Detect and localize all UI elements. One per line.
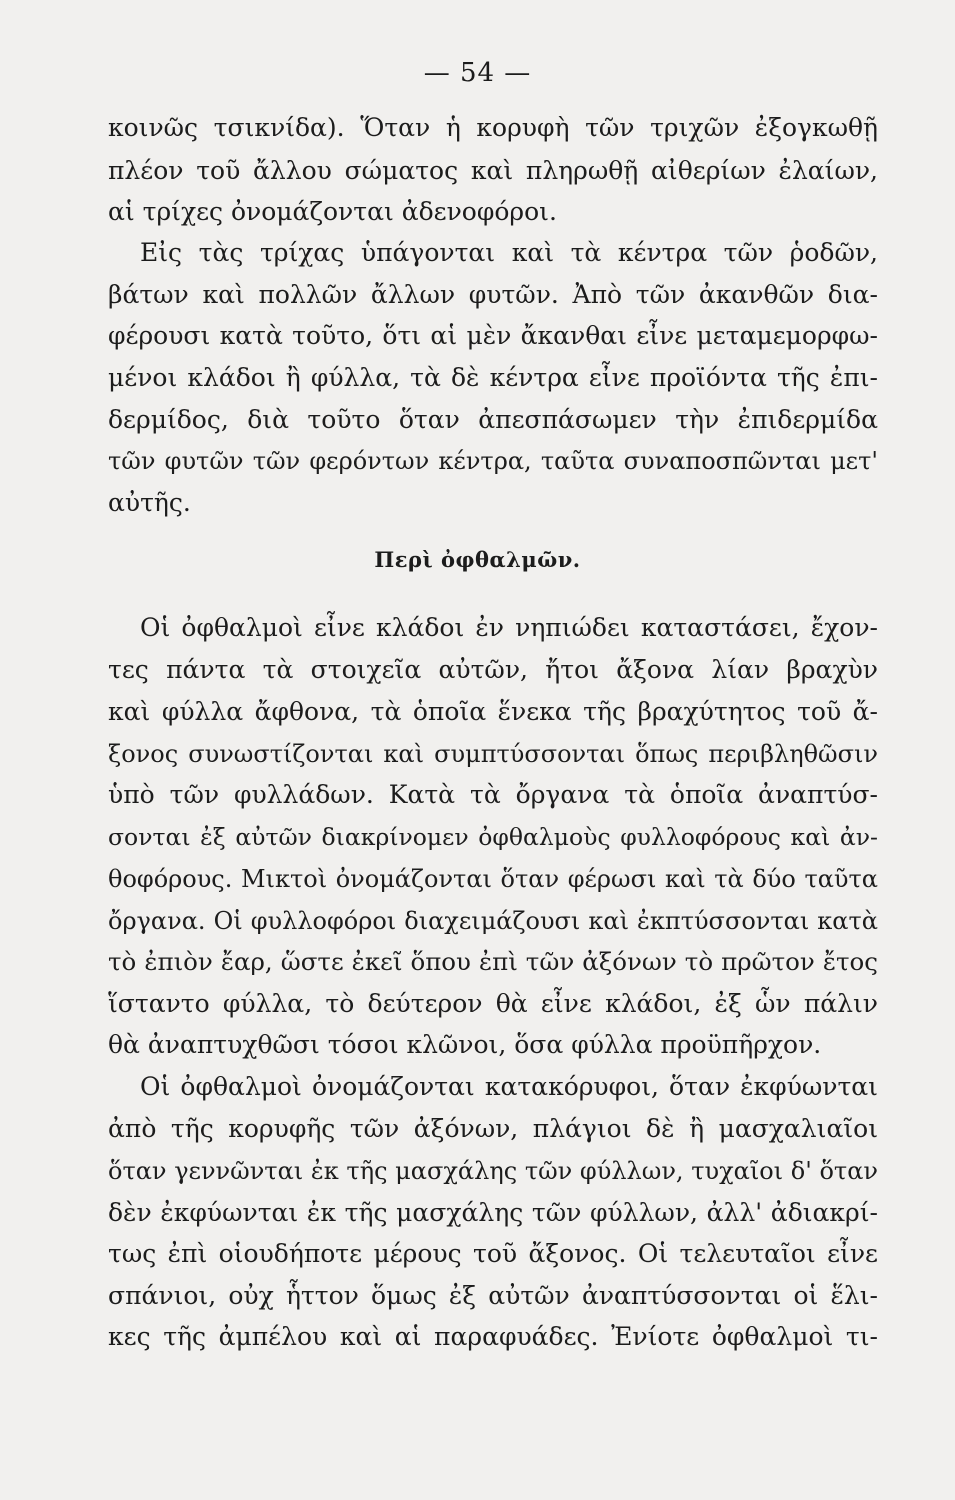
- text-line-28: κες τῆς ἀμπέλου καὶ αἱ παραφυάδες. Ἐνίοτε ὀφθαλμοὶ τι-: [108, 1322, 878, 1351]
- text-line-12: τες πάντα τὰ στοιχεῖα αὐτῶν, ἤτοι ἄξονα λίαν βραχὺν: [108, 655, 878, 684]
- text-line-19: τὸ ἐπιὸν ἔαρ, ὥστε ἐκεῖ ὅπου ἐπὶ τῶν ἀξόνων τὸ πρῶτον ἔτος: [108, 947, 878, 976]
- text-line-10: αὐτῆς.: [108, 488, 191, 517]
- text-line-6: φέρουσι κατὰ τοῦτο, ὅτι αἱ μὲν ἄκανθαι εἶνε μεταμεμορφω-: [108, 321, 878, 350]
- text-line-13: καὶ φύλλα ἄφθονα, τὰ ὁποῖα ἕνεκα τῆς βραχύτητος τοῦ ἄ-: [108, 697, 878, 726]
- text-line-1: κοινῶς τσικνίδα). Ὅταν ἡ κορυφὴ τῶν τριχῶν ἐξογκωθῇ: [108, 113, 878, 142]
- text-line-8: δερμίδος, διὰ τοῦτο ὅταν ἀπεσπάσωμεν τὴν ἐπιδερμίδα: [108, 405, 878, 434]
- text-line-14: ξονος συνωστίζονται καὶ συμπτύσσονται ὅπως περιβληθῶσιν: [108, 740, 878, 768]
- text-line-18: ὄργανα. Οἱ φυλλοφόροι διαχειμάζουσι καὶ ἐκπτύσσονται κατὰ: [108, 907, 878, 935]
- text-line-9: τῶν φυτῶν τῶν φερόντων κέντρα, ταῦτα συναποσπῶνται μετ': [108, 447, 878, 475]
- text-line-3: αἱ τρίχες ὀνομάζονται ἀδενοφόροι.: [108, 197, 557, 226]
- text-line-26: τως ἐπὶ οἱουδήποτε μέρους τοῦ ἄξονος. Οἱ τελευταῖοι εἶνε: [108, 1239, 878, 1268]
- text-line-4: Εἰς τὰς τρίχας ὑπάγονται καὶ τὰ κέντρα τῶν ῥοδῶν,: [140, 238, 878, 267]
- text-line-22: Οἱ ὀφθαλμοὶ ὀνομάζονται κατακόρυφοι, ὅταν ἐκφύωνται: [140, 1072, 878, 1101]
- text-line-5: βάτων καὶ πολλῶν ἄλλων φυτῶν. Ἀπὸ τῶν ἀκανθῶν δια-: [108, 280, 878, 309]
- text-line-20: ἵσταντο φύλλα, τὸ δεύτερον θὰ εἶνε κλάδοι, ἐξ ὧν πάλιν: [108, 989, 878, 1018]
- text-line-25: δὲν ἐκφύωνται ἐκ τῆς μασχάλης τῶν φύλλων, ἀλλ' ἀδιακρί-: [108, 1198, 878, 1227]
- text-line-16: σονται ἐξ αὐτῶν διακρίνομεν ὀφθαλμοὺς φυλλοφόρους καὶ ἀν-: [108, 823, 878, 851]
- text-line-21: θὰ ἀναπτυχθῶσι τόσοι κλῶνοι, ὅσα φύλλα προϋπῆρχον.: [108, 1030, 822, 1059]
- text-line-15: ὑπὸ τῶν φυλλάδων. Κατὰ τὰ ὄργανα τὰ ὁποῖα ἀναπτύσ-: [108, 780, 878, 809]
- text-line-24: ὅταν γεννῶνται ἐκ τῆς μασχάλης τῶν φύλλων, τυχαῖοι δ' ὅταν: [108, 1157, 878, 1185]
- text-line-2: πλέον τοῦ ἄλλου σώματος καὶ πληρωθῇ αἰθερίων ἐλαίων,: [108, 156, 878, 185]
- section-heading: Περὶ ὀφθαλμῶν.: [374, 547, 581, 572]
- text-line-23: ἀπὸ τῆς κορυφῆς τῶν ἀξόνων, πλάγιοι δὲ ἢ μασχαλιαῖοι: [108, 1114, 878, 1143]
- page-number: — 54 —: [423, 58, 532, 88]
- text-line-27: σπάνιοι, οὐχ ἧττον ὅμως ἐξ αὐτῶν ἀναπτύσσονται οἱ ἕλι-: [108, 1281, 878, 1310]
- text-line-11: Οἱ ὀφθαλμοὶ εἶνε κλάδοι ἐν νηπιώδει καταστάσει, ἔχον-: [140, 613, 878, 642]
- text-line-7: μένοι κλάδοι ἢ φύλλα, τὰ δὲ κέντρα εἶνε προϊόντα τῆς ἐπι-: [108, 363, 878, 392]
- text-line-17: θοφόρους. Μικτοὶ ὀνομάζονται ὅταν φέρωσι καὶ τὰ δύο ταῦτα: [108, 865, 878, 893]
